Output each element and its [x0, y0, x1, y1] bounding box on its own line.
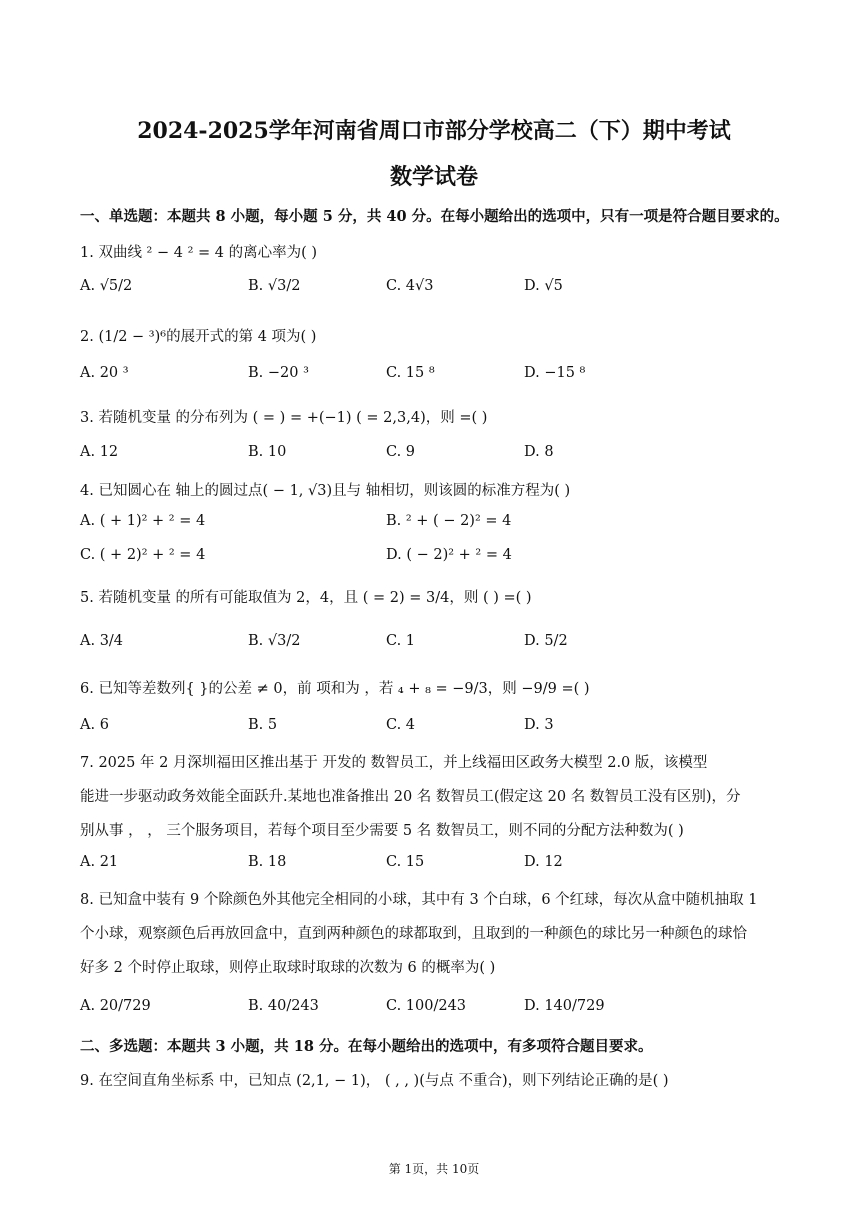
option-d: D. 140/729	[524, 998, 605, 1014]
question-stem-line: 8. 已知盒中装有 9 个除颜色外其他完全相同的小球，其中有 3 个白球，6 个红球，每次从盒中随机抽取 1	[80, 892, 758, 908]
option-a: A. 3/4	[80, 633, 124, 649]
option-a: A. 20/729	[80, 998, 151, 1014]
option-a: A. 6	[80, 717, 109, 733]
option-d: D. −15 ⁸	[524, 365, 586, 381]
option-b: B. 40/243	[248, 998, 319, 1014]
question-stem: 4. 已知圆心在 轴上的圆过点( − 1, √3)且与 轴相切，则该圆的标准方程为( )	[80, 483, 571, 499]
option-b: B. −20 ³	[248, 365, 309, 381]
option-b: B. ² + ( − 2)² = 4	[386, 513, 512, 529]
question-stem: 5. 若随机变量 的所有可能取值为 2，4，且 ( = 2) = 3/4，则 ( ) =( )	[80, 590, 532, 606]
option-b: B. √3/2	[248, 633, 301, 649]
option-c: C. 15	[386, 854, 425, 870]
question-stem-line: 7. 2025 年 2 月深圳福田区推出基于 开发的 数智员工，并上线福田区政务大模型 2.0 版，该模型	[80, 755, 708, 771]
option-c: C. 4	[386, 717, 416, 733]
option-d: D. 12	[524, 854, 563, 870]
option-c: C. 4√3	[386, 278, 434, 294]
page-footer: 第 1页，共 10页	[388, 1162, 480, 1176]
option-a: A. √5/2	[80, 278, 133, 294]
exam-subtitle: 数学试卷	[389, 164, 478, 190]
option-a: A. ( + 1)² + ² = 4	[80, 513, 206, 529]
option-d: D. √5	[524, 278, 563, 294]
question-stem: 2. (1/2 − ³)⁶的展开式的第 4 项为( )	[80, 329, 317, 345]
section-heading: 一、单选题：本题共 8 小题，每小题 5 分，共 40 分。在每小题给出的选项中，只有一项是符合题目要求的。	[80, 208, 789, 225]
option-a: A. 20 ³	[80, 365, 129, 381]
section-heading: 二、多选题：本题共 3 小题，共 18 分。在每小题给出的选项中，有多项符合题目要求。	[80, 1038, 653, 1055]
option-a: A. 21	[80, 854, 119, 870]
option-b: B. 18	[248, 854, 287, 870]
question-stem: 9. 在空间直角坐标系 中，已知点 (2,1, − 1)， ( , , )(与点 不重合)，则下列结论正确的是( )	[80, 1073, 669, 1089]
option-b: B. 10	[248, 444, 287, 460]
option-d: D. 5/2	[524, 633, 568, 649]
option-b: B. 5	[248, 717, 278, 733]
option-d: D. 8	[524, 444, 554, 460]
option-d: D. 3	[524, 717, 554, 733]
option-c: C. 1	[386, 633, 416, 649]
option-c: C. 15 ⁸	[386, 365, 435, 381]
option-c: C. 100/243	[386, 998, 467, 1014]
question-stem: 3. 若随机变量 的分布列为 ( = ) = +(−1) ( = 2,3,4)，则 =( )	[80, 410, 488, 426]
question-stem-line: 能进一步驱动政务效能全面跃升.某地也准备推出 20 名 数智员工(假定这 20 名 数智员工没有区别)，分	[80, 789, 741, 805]
option-c: C. 9	[386, 444, 416, 460]
exam-title: 2024-2025学年河南省周口市部分学校高二（下）期中考试	[137, 118, 731, 144]
question-stem-line: 别从事 ， ， 三个服务项目，若每个项目至少需要 5 名 数智员工，则不同的分配方法种数为( )	[80, 823, 684, 839]
option-d: D. ( − 2)² + ² = 4	[386, 547, 512, 563]
option-a: A. 12	[80, 444, 119, 460]
question-stem: 6. 已知等差数列{ }的公差 ≠ 0，前 项和为 ，若 ₄ + ₈ = −9/3，则 −9/9 =( )	[80, 681, 590, 697]
option-c: C. ( + 2)² + ² = 4	[80, 547, 206, 563]
question-stem-line: 好多 2 个时停止取球，则停止取球时取球的次数为 6 的概率为( )	[80, 960, 496, 976]
question-stem-line: 个小球，观察颜色后再放回盒中，直到两种颜色的球都取到，且取到的一种颜色的球比另一种颜色的球恰	[80, 926, 747, 942]
question-stem: 1. 双曲线 ² − 4 ² = 4 的离心率为( )	[80, 245, 318, 261]
option-b: B. √3/2	[248, 278, 301, 294]
